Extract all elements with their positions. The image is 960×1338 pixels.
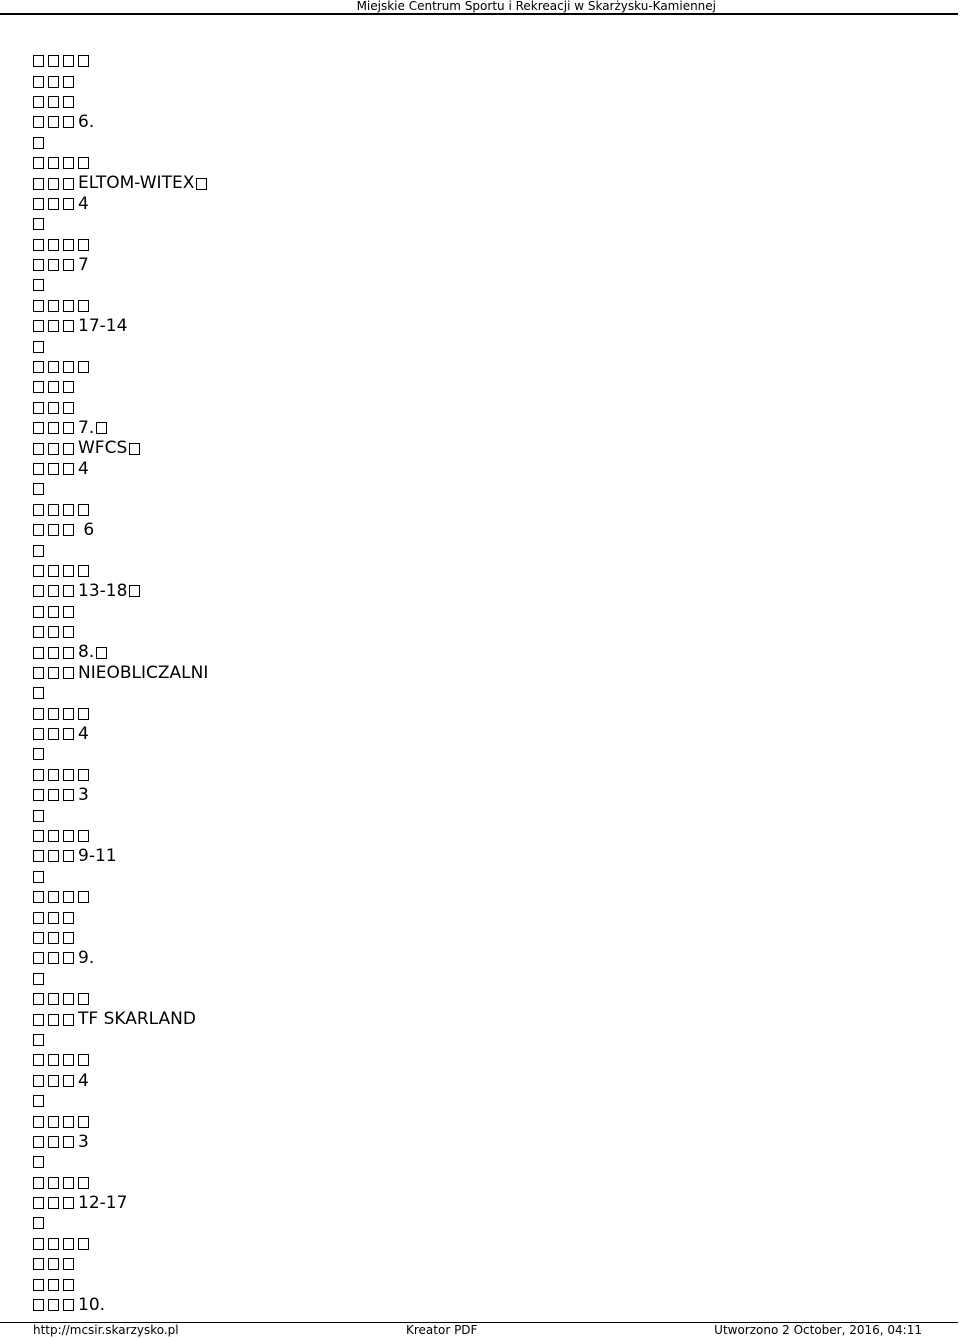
text-line — [33, 459, 211, 479]
text-line — [33, 867, 211, 887]
text-line — [33, 683, 211, 703]
missing-glyph-icon — [33, 381, 44, 393]
missing-glyph-icon — [33, 1095, 44, 1107]
text-line — [33, 1152, 211, 1172]
missing-glyph-icon — [63, 647, 74, 659]
missing-glyph-icon — [78, 1177, 89, 1189]
missing-glyph-icon — [48, 1054, 59, 1066]
missing-glyph-icon — [33, 1258, 44, 1270]
line-text: 13-18 — [78, 581, 128, 602]
missing-glyph-icon — [33, 545, 44, 557]
missing-glyph-icon — [63, 626, 74, 638]
missing-glyph-icon — [33, 993, 44, 1005]
text-line — [33, 1132, 211, 1152]
line-text: WFCS — [78, 438, 128, 459]
missing-glyph-icon — [63, 1197, 74, 1209]
missing-glyph-icon — [63, 606, 74, 618]
missing-glyph-icon — [63, 504, 74, 516]
footer-created: Utworzono 2 October, 2016, 04:11 — [714, 1323, 922, 1337]
missing-glyph-icon — [129, 443, 140, 455]
missing-glyph-icon — [63, 728, 74, 740]
missing-glyph-icon — [33, 912, 44, 924]
missing-glyph-icon — [78, 504, 89, 516]
missing-glyph-icon — [78, 239, 89, 251]
missing-glyph-icon — [48, 606, 59, 618]
missing-glyph-icon — [33, 647, 44, 659]
missing-glyph-icon — [63, 116, 74, 128]
missing-glyph-icon — [48, 1116, 59, 1128]
missing-glyph-icon — [63, 300, 74, 312]
missing-glyph-icon — [48, 178, 59, 190]
missing-glyph-icon — [33, 76, 44, 88]
header-divider — [0, 13, 958, 15]
text-line — [33, 194, 211, 214]
missing-glyph-icon — [48, 891, 59, 903]
text-line — [33, 153, 211, 173]
missing-glyph-icon — [33, 1136, 44, 1148]
missing-glyph-icon — [78, 300, 89, 312]
footer-generator: Kreator PDF — [406, 1323, 478, 1337]
missing-glyph-icon — [63, 830, 74, 842]
missing-glyph-icon — [63, 1177, 74, 1189]
missing-glyph-icon — [63, 1258, 74, 1270]
missing-glyph-icon — [78, 1238, 89, 1250]
missing-glyph-icon — [63, 769, 74, 781]
line-text: NIEOBLICZALNI — [78, 662, 209, 683]
text-line — [33, 1295, 211, 1315]
text-line — [33, 907, 211, 927]
missing-glyph-icon — [33, 810, 44, 822]
line-text: 9-11 — [78, 846, 117, 867]
missing-glyph-icon — [48, 1258, 59, 1270]
text-line — [33, 785, 211, 805]
text-line — [33, 581, 211, 601]
text-line — [33, 173, 211, 193]
missing-glyph-icon — [48, 1075, 59, 1087]
text-line — [33, 336, 211, 356]
text-line — [33, 500, 211, 520]
missing-glyph-icon — [78, 830, 89, 842]
text-line — [33, 1172, 211, 1192]
missing-glyph-icon — [33, 708, 44, 720]
text-line — [33, 316, 211, 336]
footer-url[interactable]: http://mcsir.skarzysko.pl — [33, 1323, 179, 1337]
line-text: 8. — [78, 642, 95, 663]
text-line — [33, 704, 211, 724]
missing-glyph-icon — [48, 1299, 59, 1311]
missing-glyph-icon — [78, 1054, 89, 1066]
text-line — [33, 724, 211, 744]
missing-glyph-icon — [63, 708, 74, 720]
missing-glyph-icon — [48, 320, 59, 332]
missing-glyph-icon — [48, 1279, 59, 1291]
line-text: 17-14 — [78, 316, 128, 337]
text-line — [33, 622, 211, 642]
missing-glyph-icon — [63, 76, 74, 88]
text-line — [33, 663, 211, 683]
text-line — [33, 1193, 211, 1213]
missing-glyph-icon — [63, 585, 74, 597]
missing-glyph-icon — [48, 769, 59, 781]
missing-glyph-icon — [78, 565, 89, 577]
line-text: 4 — [78, 193, 89, 214]
missing-glyph-icon — [48, 198, 59, 210]
missing-glyph-icon — [63, 1299, 74, 1311]
missing-glyph-icon — [33, 1156, 44, 1168]
missing-glyph-icon — [48, 76, 59, 88]
missing-glyph-icon — [33, 55, 44, 67]
missing-glyph-icon — [48, 55, 59, 67]
text-line — [33, 1091, 211, 1111]
missing-glyph-icon — [33, 483, 44, 495]
text-line — [33, 418, 211, 438]
text-line — [33, 255, 211, 275]
missing-glyph-icon — [63, 96, 74, 108]
missing-glyph-icon — [33, 1014, 44, 1026]
missing-glyph-icon — [33, 361, 44, 373]
missing-glyph-icon — [48, 830, 59, 842]
missing-glyph-icon — [63, 259, 74, 271]
text-line — [33, 561, 211, 581]
text-line — [33, 846, 211, 866]
missing-glyph-icon — [33, 1054, 44, 1066]
missing-glyph-icon — [33, 1034, 44, 1046]
missing-glyph-icon — [33, 585, 44, 597]
missing-glyph-icon — [33, 178, 44, 190]
missing-glyph-icon — [78, 1116, 89, 1128]
missing-glyph-icon — [129, 585, 140, 597]
line-text: 6 — [78, 519, 95, 540]
missing-glyph-icon — [48, 952, 59, 964]
missing-glyph-icon — [78, 55, 89, 67]
missing-glyph-icon — [63, 1238, 74, 1250]
missing-glyph-icon — [48, 1014, 59, 1026]
missing-glyph-icon — [33, 769, 44, 781]
missing-glyph-icon — [48, 361, 59, 373]
text-line — [33, 826, 211, 846]
text-line — [33, 642, 211, 662]
text-line — [33, 540, 211, 560]
text-line — [33, 1111, 211, 1131]
missing-glyph-icon — [48, 463, 59, 475]
missing-glyph-icon — [33, 96, 44, 108]
missing-glyph-icon — [33, 259, 44, 271]
missing-glyph-icon — [33, 565, 44, 577]
text-line — [33, 602, 211, 622]
missing-glyph-icon — [48, 585, 59, 597]
missing-glyph-icon — [48, 300, 59, 312]
missing-glyph-icon — [78, 157, 89, 169]
text-line — [33, 92, 211, 112]
missing-glyph-icon — [48, 96, 59, 108]
line-text: TF SKARLAND — [78, 1009, 196, 1030]
missing-glyph-icon — [63, 667, 74, 679]
missing-glyph-icon — [33, 1279, 44, 1291]
missing-glyph-icon — [63, 912, 74, 924]
text-line — [33, 479, 211, 499]
missing-glyph-icon — [48, 850, 59, 862]
missing-glyph-icon — [33, 198, 44, 210]
missing-glyph-icon — [63, 1014, 74, 1026]
line-text: 6. — [78, 112, 95, 133]
missing-glyph-icon — [48, 932, 59, 944]
text-line — [33, 765, 211, 785]
text-line — [33, 989, 211, 1009]
text-line — [33, 1050, 211, 1070]
missing-glyph-icon — [48, 381, 59, 393]
text-line — [33, 1254, 211, 1274]
missing-glyph-icon — [48, 239, 59, 251]
missing-glyph-icon — [63, 239, 74, 251]
missing-glyph-icon — [63, 463, 74, 475]
text-line — [33, 805, 211, 825]
missing-glyph-icon — [78, 993, 89, 1005]
missing-glyph-icon — [33, 626, 44, 638]
missing-glyph-icon — [33, 850, 44, 862]
missing-glyph-icon — [63, 1279, 74, 1291]
missing-glyph-icon — [48, 565, 59, 577]
text-line — [33, 1234, 211, 1254]
missing-glyph-icon — [33, 830, 44, 842]
missing-glyph-icon — [33, 687, 44, 699]
line-text: ELTOM-WITEX — [78, 173, 195, 194]
text-line — [33, 235, 211, 255]
text-line — [33, 1071, 211, 1091]
text-line — [33, 744, 211, 764]
missing-glyph-icon — [63, 178, 74, 190]
page-header-title: Miejskie Centrum Sportu i Rekreacji w Skarżysku-Kamiennej — [356, 0, 716, 13]
line-text: 4 — [78, 458, 89, 479]
missing-glyph-icon — [48, 993, 59, 1005]
text-line — [33, 214, 211, 234]
line-text: 10. — [78, 1294, 106, 1315]
missing-glyph-icon — [33, 1075, 44, 1087]
missing-glyph-icon — [63, 932, 74, 944]
line-text: 4 — [78, 1070, 89, 1091]
missing-glyph-icon — [63, 952, 74, 964]
missing-glyph-icon — [48, 1197, 59, 1209]
missing-glyph-icon — [63, 789, 74, 801]
missing-glyph-icon — [63, 993, 74, 1005]
missing-glyph-icon — [78, 769, 89, 781]
missing-glyph-icon — [63, 198, 74, 210]
missing-glyph-icon — [33, 871, 44, 883]
text-line — [33, 133, 211, 153]
text-line — [33, 887, 211, 907]
missing-glyph-icon — [33, 667, 44, 679]
missing-glyph-icon — [96, 647, 107, 659]
missing-glyph-icon — [48, 647, 59, 659]
missing-glyph-icon — [63, 55, 74, 67]
document-body — [33, 51, 211, 1315]
missing-glyph-icon — [48, 443, 59, 455]
missing-glyph-icon — [63, 850, 74, 862]
missing-glyph-icon — [33, 402, 44, 414]
line-text: 7. — [78, 418, 95, 439]
missing-glyph-icon — [33, 116, 44, 128]
missing-glyph-icon — [78, 361, 89, 373]
missing-glyph-icon — [33, 1299, 44, 1311]
missing-glyph-icon — [33, 463, 44, 475]
text-line — [33, 1213, 211, 1233]
missing-glyph-icon — [48, 626, 59, 638]
missing-glyph-icon — [33, 748, 44, 760]
missing-glyph-icon — [33, 524, 44, 536]
missing-glyph-icon — [63, 443, 74, 455]
text-line — [33, 112, 211, 132]
missing-glyph-icon — [63, 361, 74, 373]
text-line — [33, 520, 211, 540]
missing-glyph-icon — [63, 1116, 74, 1128]
missing-glyph-icon — [78, 891, 89, 903]
missing-glyph-icon — [33, 218, 44, 230]
missing-glyph-icon — [48, 667, 59, 679]
line-text: 12-17 — [78, 1192, 128, 1213]
text-line — [33, 71, 211, 91]
text-line — [33, 275, 211, 295]
missing-glyph-icon — [96, 422, 107, 434]
missing-glyph-icon — [48, 728, 59, 740]
text-line — [33, 357, 211, 377]
missing-glyph-icon — [48, 789, 59, 801]
missing-glyph-icon — [48, 912, 59, 924]
missing-glyph-icon — [33, 443, 44, 455]
missing-glyph-icon — [48, 422, 59, 434]
text-line — [33, 1274, 211, 1294]
missing-glyph-icon — [63, 157, 74, 169]
missing-glyph-icon — [48, 259, 59, 271]
missing-glyph-icon — [48, 1238, 59, 1250]
missing-glyph-icon — [63, 524, 74, 536]
missing-glyph-icon — [48, 504, 59, 516]
text-line — [33, 51, 211, 71]
missing-glyph-icon — [33, 239, 44, 251]
line-text: 3 — [78, 785, 89, 806]
missing-glyph-icon — [33, 504, 44, 516]
missing-glyph-icon — [33, 157, 44, 169]
missing-glyph-icon — [63, 422, 74, 434]
missing-glyph-icon — [48, 116, 59, 128]
missing-glyph-icon — [78, 708, 89, 720]
missing-glyph-icon — [63, 381, 74, 393]
missing-glyph-icon — [63, 1054, 74, 1066]
missing-glyph-icon — [33, 891, 44, 903]
missing-glyph-icon — [63, 891, 74, 903]
missing-glyph-icon — [63, 402, 74, 414]
missing-glyph-icon — [33, 952, 44, 964]
missing-glyph-icon — [48, 402, 59, 414]
missing-glyph-icon — [196, 178, 207, 190]
missing-glyph-icon — [33, 606, 44, 618]
missing-glyph-icon — [33, 728, 44, 740]
missing-glyph-icon — [33, 422, 44, 434]
missing-glyph-icon — [33, 137, 44, 149]
line-text: 4 — [78, 723, 89, 744]
text-line — [33, 377, 211, 397]
missing-glyph-icon — [63, 565, 74, 577]
text-line — [33, 438, 211, 458]
text-line — [33, 948, 211, 968]
missing-glyph-icon — [33, 341, 44, 353]
line-text: 3 — [78, 1131, 89, 1152]
missing-glyph-icon — [33, 1217, 44, 1229]
missing-glyph-icon — [48, 524, 59, 536]
text-line — [33, 1030, 211, 1050]
missing-glyph-icon — [63, 320, 74, 332]
line-text: 7 — [78, 254, 89, 275]
missing-glyph-icon — [48, 1136, 59, 1148]
text-line — [33, 1009, 211, 1029]
missing-glyph-icon — [63, 1075, 74, 1087]
missing-glyph-icon — [33, 973, 44, 985]
missing-glyph-icon — [63, 1136, 74, 1148]
missing-glyph-icon — [33, 932, 44, 944]
missing-glyph-icon — [48, 708, 59, 720]
missing-glyph-icon — [33, 1177, 44, 1189]
line-text: 9. — [78, 948, 95, 969]
text-line — [33, 398, 211, 418]
missing-glyph-icon — [33, 1238, 44, 1250]
text-line — [33, 296, 211, 316]
missing-glyph-icon — [33, 300, 44, 312]
missing-glyph-icon — [33, 320, 44, 332]
missing-glyph-icon — [33, 789, 44, 801]
missing-glyph-icon — [33, 279, 44, 291]
missing-glyph-icon — [33, 1197, 44, 1209]
missing-glyph-icon — [48, 1177, 59, 1189]
text-line — [33, 928, 211, 948]
missing-glyph-icon — [33, 1116, 44, 1128]
missing-glyph-icon — [48, 157, 59, 169]
text-line — [33, 969, 211, 989]
